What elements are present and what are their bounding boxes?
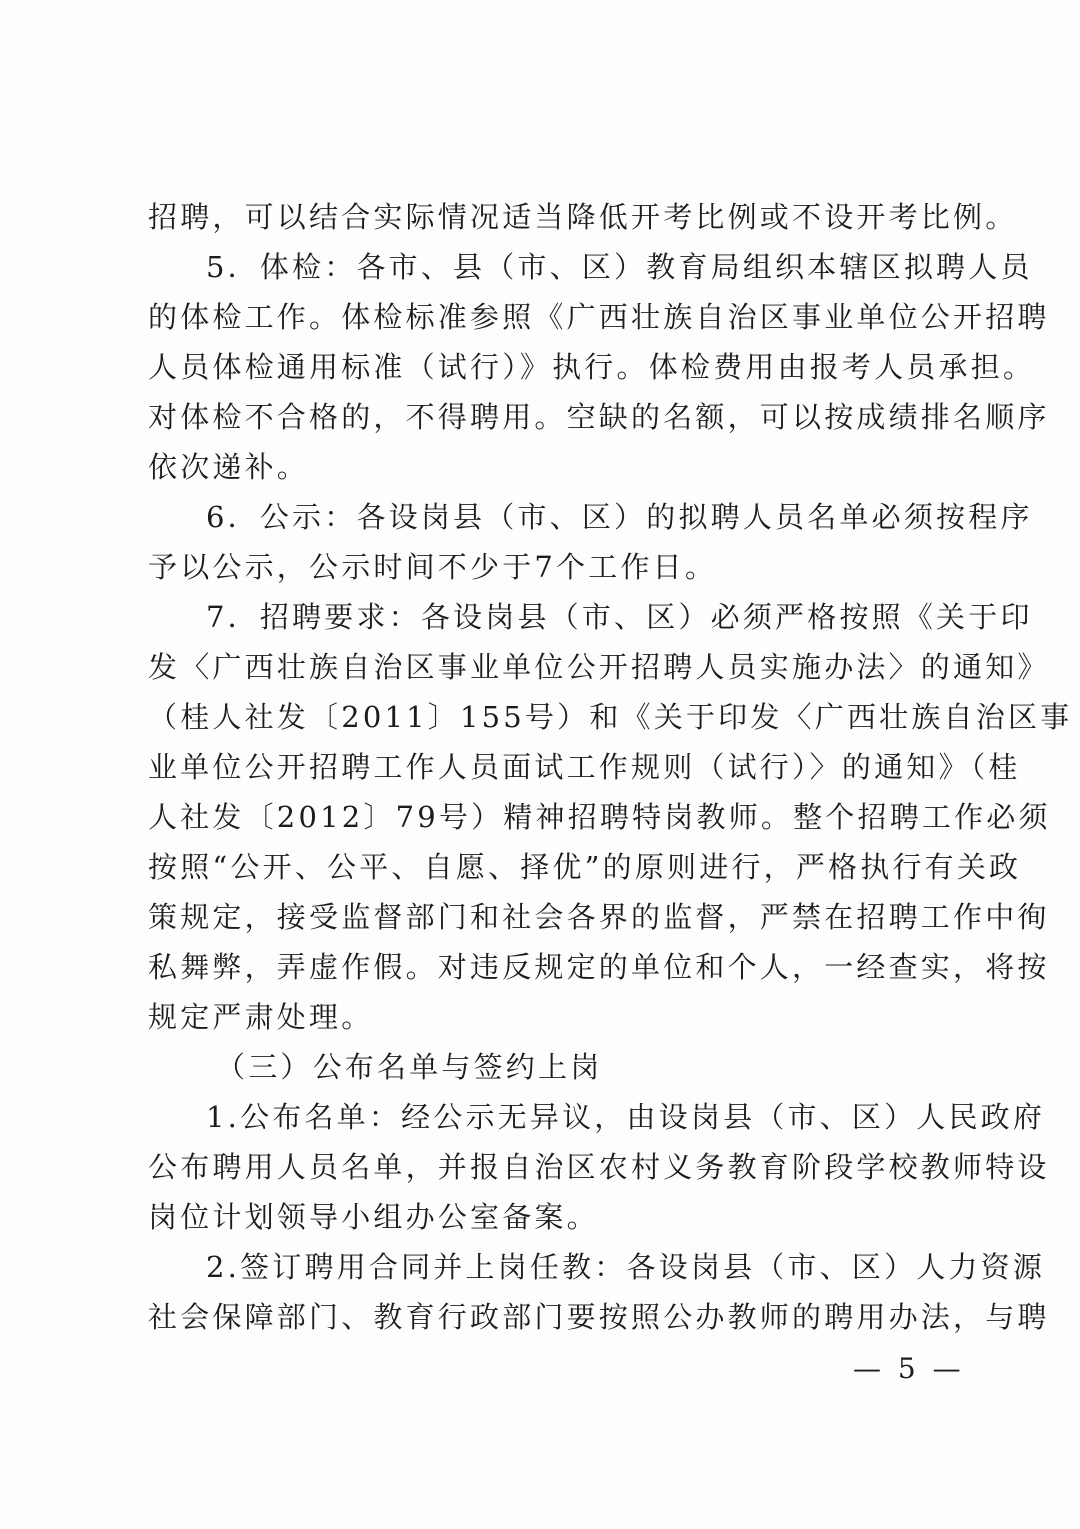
- text-line-1: 招聘，可以结合实际情况适当降低开考比例或不设开考比例。: [148, 200, 1018, 234]
- text-line-10: 发〈广西壮族自治区事业单位公开招聘人员实施办法〉的通知》: [148, 650, 1050, 684]
- text-line-17: 规定严肃处理。: [148, 1000, 374, 1034]
- text-line-19: 1.公布名单：经公示无异议，由设岗县（市、区）人民政府: [206, 1100, 1046, 1134]
- body-text: [148, 192, 1073, 1342]
- section-heading: （三）公布名单与签约上岗: [216, 1050, 603, 1084]
- text-line-14: 按照“公开、公平、自愿、择优”的原则进行，严格执行有关政: [148, 850, 1022, 884]
- text-line-21: 岗位计划领导小组办公室备案。: [148, 1200, 599, 1234]
- text-line-16: 私舞弊，弄虚作假。对违反规定的单位和个人，一经查实，将按: [148, 950, 1050, 984]
- page-number: — 5 —: [853, 1352, 965, 1385]
- text-line-4: 人员体检通用标准（试行）》执行。体检费用由报考人员承担。: [148, 350, 1036, 384]
- text-line-2: 5．体检：各市、县（市、区）教育局组织本辖区拟聘人员: [206, 250, 1033, 284]
- text-line-5: 对体检不合格的，不得聘用。空缺的名额，可以按成绩排名顺序: [148, 400, 1050, 434]
- text-line-6: 依次递补。: [148, 450, 310, 484]
- text-line-22: 2.签订聘用合同并上岗任教：各设岗县（市、区）人力资源: [206, 1250, 1046, 1284]
- text-line-15: 策规定，接受监督部门和社会各界的监督，严禁在招聘工作中徇: [148, 900, 1050, 934]
- text-line-20: 公布聘用人员名单，并报自治区农村义务教育阶段学校教师特设: [148, 1150, 1050, 1184]
- text-line-23: 社会保障部门、教育行政部门要按照公办教师的聘用办法，与聘: [148, 1300, 1050, 1334]
- text-line-11: （桂人社发〔2011〕155号）和《关于印发〈广西壮族自治区事: [148, 700, 1073, 734]
- text-line-9: 7．招聘要求：各设岗县（市、区）必须严格按照《关于印: [206, 600, 1033, 634]
- text-line-7: 6．公示：各设岗县（市、区）的拟聘人员名单必须按程序: [206, 500, 1033, 534]
- text-line-13: 人社发〔2012〕79号）精神招聘特岗教师。整个招聘工作必须: [148, 800, 1051, 834]
- text-line-8: 予以公示，公示时间不少于7个工作日。: [148, 550, 718, 584]
- text-line-3: 的体检工作。体检标准参照《广西壮族自治区事业单位公开招聘: [148, 300, 1050, 334]
- text-line-12: 业单位公开招聘工作人员面试工作规则（试行）〉的通知》（桂: [148, 750, 1021, 784]
